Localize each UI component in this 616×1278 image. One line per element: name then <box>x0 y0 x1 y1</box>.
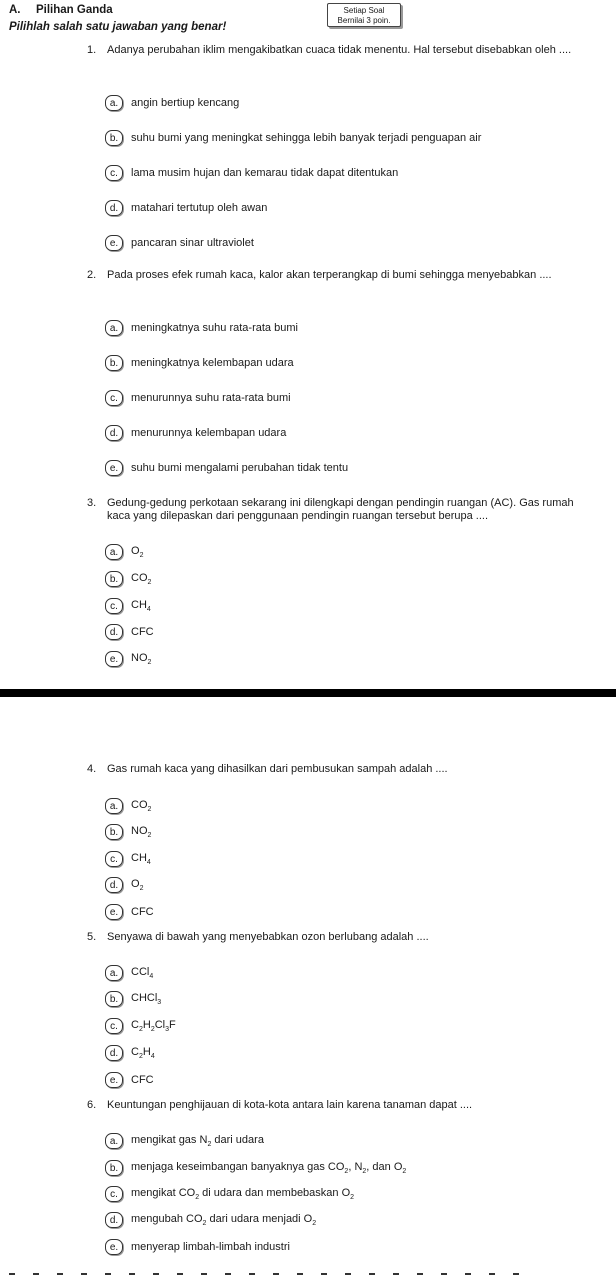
option-label: pancaran sinar ultraviolet <box>131 237 254 249</box>
option-letter-badge: d. <box>105 200 123 216</box>
answer-option[interactable] <box>105 571 151 587</box>
option-letter-badge: e. <box>105 235 123 251</box>
cut-glyph <box>297 1273 303 1275</box>
answer-option[interactable] <box>105 390 291 406</box>
option-letter-badge: c. <box>105 390 123 406</box>
option-label: matahari tertutup oleh awan <box>131 202 268 214</box>
section-letter: A. <box>9 4 21 16</box>
question-text: Keuntungan penghijauan di kota-kota antara lain karena tanaman dapat .... <box>107 1099 473 1111</box>
option-label: meningkatnya suhu rata-rata bumi <box>131 322 298 334</box>
question-number: 1. <box>87 44 97 56</box>
answer-option[interactable] <box>105 798 151 814</box>
option-label: mengikat $CO_2$ di udara dan membebaskan $O_2$ <box>131 1187 355 1201</box>
option-label: suhu bumi mengalami perubahan tidak tentu <box>131 462 349 474</box>
option-label: CCl$_4$ <box>131 966 154 980</box>
option-letter-badge: b. <box>105 1160 123 1176</box>
question-text: Gas rumah kaca yang dihasilkan dari pembusukan sampah adalah .... <box>107 763 448 775</box>
question-number: 6. <box>87 1099 97 1111</box>
question-number: 3. <box>87 497 97 509</box>
score-box <box>327 3 401 27</box>
question-number: 5. <box>87 931 97 943</box>
option-label: menurunnya kelembapan udara <box>131 427 287 439</box>
answer-option[interactable] <box>105 460 348 476</box>
answer-option[interactable] <box>105 624 154 640</box>
option-letter-badge: d. <box>105 624 123 640</box>
cut-glyph <box>33 1273 39 1275</box>
answer-option[interactable] <box>105 544 143 560</box>
score-line-2: Bernilai 3 poin. <box>337 16 391 25</box>
option-label: mengubah $CO_2$ dari udara menjadi $O_2$ <box>131 1213 317 1227</box>
question-text: Pada proses efek rumah kaca, kalor akan terperangkap di bumi sehingga menyebabkan .... <box>107 269 552 281</box>
cut-glyph <box>105 1273 111 1275</box>
option-label: $NO_2$ <box>131 652 152 666</box>
cut-glyph <box>441 1273 447 1275</box>
answer-option[interactable] <box>105 904 154 920</box>
option-letter-badge: e. <box>105 1239 123 1255</box>
option-letter-badge: d. <box>105 425 123 441</box>
question-text: Senyawa di bawah yang menyebabkan ozon berlubang adalah .... <box>107 931 429 943</box>
option-letter-badge: c. <box>105 851 123 867</box>
option-letter-badge: b. <box>105 130 123 146</box>
option-letter-badge: b. <box>105 571 123 587</box>
option-label: menjaga keseimbangan banyaknya gas $CO_2$, $N_2$, dan $O_2$ <box>131 1161 407 1175</box>
option-letter-badge: c. <box>105 165 123 181</box>
question-number: 2. <box>87 269 97 281</box>
answer-option[interactable] <box>105 235 254 251</box>
cut-glyph <box>249 1273 255 1275</box>
option-letter-badge: c. <box>105 1186 123 1202</box>
option-label: $C_2H_4$ <box>131 1046 155 1060</box>
option-letter-badge: a. <box>105 544 123 560</box>
cut-glyph <box>9 1273 15 1275</box>
cut-glyph <box>273 1273 279 1275</box>
cut-glyph <box>129 1273 135 1275</box>
answer-option[interactable] <box>105 598 151 614</box>
option-label: suhu bumi yang meningkat sehingga lebih banyak terjadi penguapan air <box>131 132 482 144</box>
answer-option[interactable] <box>105 1160 406 1176</box>
option-label: lama musim hujan dan kemarau tidak dapat ditentukan <box>131 167 399 179</box>
cut-glyph <box>321 1273 327 1275</box>
answer-option[interactable] <box>105 965 153 981</box>
option-letter-badge: c. <box>105 1018 123 1034</box>
answer-option[interactable] <box>105 130 481 146</box>
answer-option[interactable] <box>105 1072 154 1088</box>
option-letter-badge: a. <box>105 798 123 814</box>
answer-option[interactable] <box>105 320 298 336</box>
answer-option[interactable] <box>105 1133 264 1149</box>
answer-option[interactable] <box>105 1186 354 1202</box>
page-divider <box>0 689 616 697</box>
cut-glyph <box>369 1273 375 1275</box>
cut-glyph <box>489 1273 495 1275</box>
score-line-1: Setiap Soal <box>343 6 385 15</box>
answer-option[interactable] <box>105 991 161 1007</box>
option-label: $CH_4$ <box>131 852 151 866</box>
option-letter-badge: d. <box>105 877 123 893</box>
option-letter-badge: e. <box>105 1072 123 1088</box>
question-text: Adanya perubahan iklim mengakibatkan cuaca tidak menentu. Hal tersebut disebabkan oleh .... <box>107 44 572 56</box>
option-label: $CO_2$ <box>131 572 152 586</box>
option-letter-badge: c. <box>105 598 123 614</box>
answer-option[interactable] <box>105 877 143 893</box>
answer-option[interactable] <box>105 165 398 181</box>
answer-option[interactable] <box>105 1239 290 1255</box>
option-letter-badge: a. <box>105 1133 123 1149</box>
answer-option[interactable] <box>105 1018 176 1034</box>
question-text: Gedung-gedung perkotaan sekarang ini dilengkapi dengan pendingin ruangan (AC). Gas rumah kaca yang dilepaskan dari penggunaan pendingin ruangan tersebut berupa .... <box>107 497 574 522</box>
option-label: menurunnya suhu rata-rata bumi <box>131 392 291 404</box>
option-letter-badge: b. <box>105 824 123 840</box>
cut-glyph <box>225 1273 231 1275</box>
cut-glyph <box>177 1273 183 1275</box>
cut-glyph <box>417 1273 423 1275</box>
option-label: $NO_2$ <box>131 825 152 839</box>
option-label: $CO_2$ <box>131 799 152 813</box>
option-letter-badge: a. <box>105 965 123 981</box>
answer-option[interactable] <box>105 1212 316 1228</box>
option-letter-badge: a. <box>105 95 123 111</box>
cut-glyph <box>201 1273 207 1275</box>
answer-option[interactable] <box>105 1045 155 1061</box>
answer-option[interactable] <box>105 425 286 441</box>
cut-glyph <box>81 1273 87 1275</box>
option-label: $O_2$ <box>131 878 144 892</box>
cut-glyph <box>513 1273 519 1275</box>
option-label: menyerap limbah-limbah industri <box>131 1241 290 1253</box>
answer-option[interactable] <box>105 851 151 867</box>
option-letter-badge: b. <box>105 991 123 1007</box>
answer-option[interactable] <box>105 824 151 840</box>
answer-option[interactable] <box>105 200 267 216</box>
option-label: mengikat gas $N_2$ dari udara <box>131 1134 264 1148</box>
option-letter-badge: d. <box>105 1045 123 1061</box>
answer-option[interactable] <box>105 651 151 667</box>
cut-glyph <box>465 1273 471 1275</box>
option-letter-badge: b. <box>105 355 123 371</box>
option-label: CFC <box>131 626 154 638</box>
option-label: meningkatnya kelembapan udara <box>131 357 294 369</box>
option-letter-badge: d. <box>105 1212 123 1228</box>
option-label: $CH_4$ <box>131 599 151 613</box>
option-label: angin bertiup kencang <box>131 97 240 109</box>
answer-option[interactable] <box>105 355 294 371</box>
option-letter-badge: e. <box>105 904 123 920</box>
cut-glyph <box>153 1273 159 1275</box>
option-label: CFC <box>131 1074 154 1086</box>
option-letter-badge: e. <box>105 651 123 667</box>
option-label: $O_2$ <box>131 545 144 559</box>
option-label: CFC <box>131 906 154 918</box>
answer-option[interactable] <box>105 95 239 111</box>
option-letter-badge: a. <box>105 320 123 336</box>
option-label: $C_2H_2Cl_3F$ <box>131 1019 176 1033</box>
cut-off-text <box>0 1266 616 1278</box>
cut-glyph <box>57 1273 63 1275</box>
cut-glyph <box>393 1273 399 1275</box>
option-label: CHCl$_3$ <box>131 992 162 1006</box>
section-title: Pilihan Ganda <box>36 4 113 16</box>
instruction: Pilihlah salah satu jawaban yang benar! <box>9 21 227 33</box>
option-letter-badge: e. <box>105 460 123 476</box>
question-number: 4. <box>87 763 97 775</box>
cut-glyph <box>345 1273 351 1275</box>
